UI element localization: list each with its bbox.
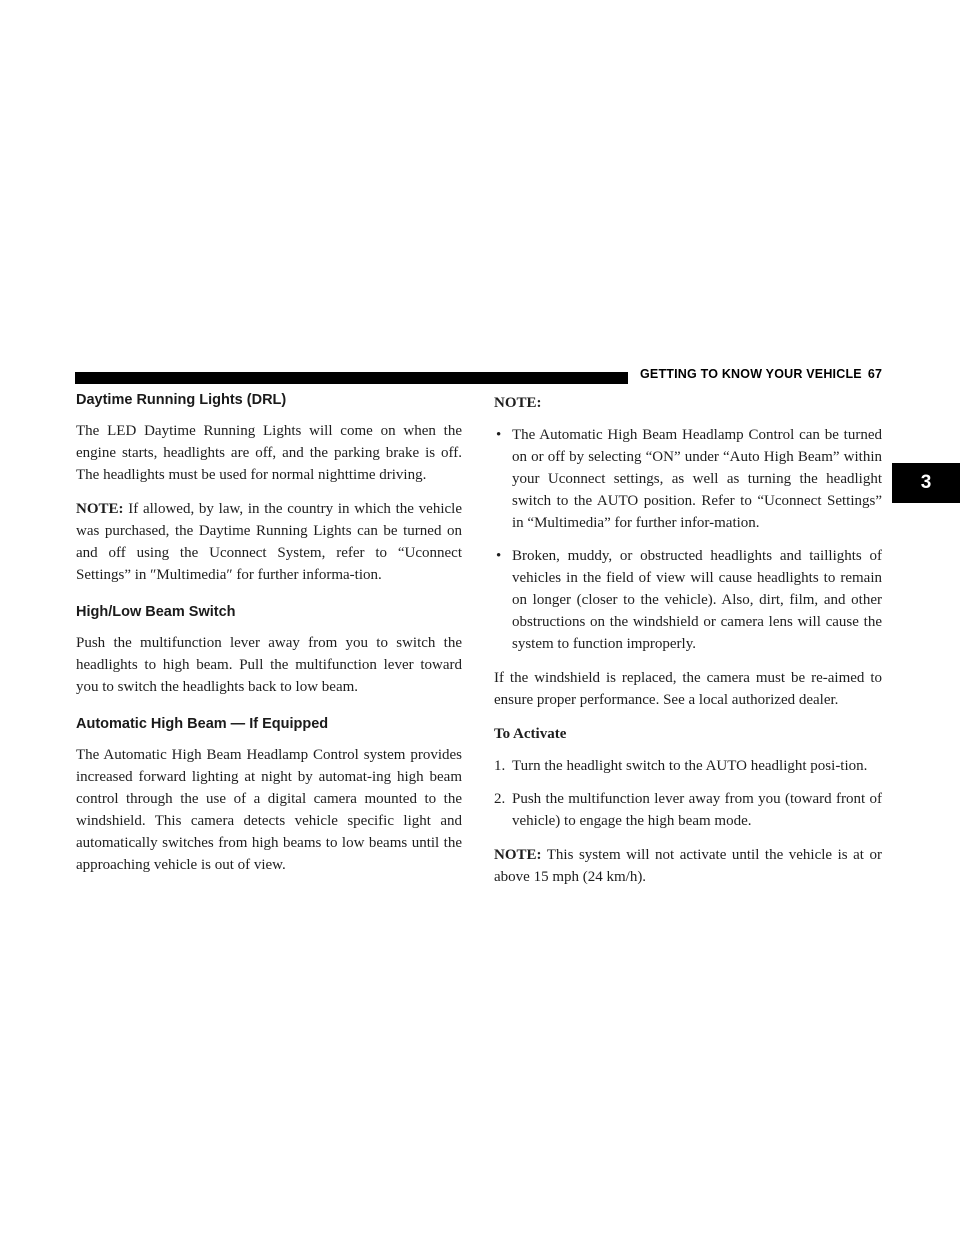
note-text: If allowed, by law, in the country in which the vehicle was purchased, the Daytime Running Lights can be turned on and off using the Uconnect System, refer to “Uconnect Settings” in ″Multimedia″ for further informa-tion. bbox=[76, 501, 462, 583]
list-item: 2. Push the multifunction lever away from you (toward front of vehicle) to engage the high beam mode. bbox=[494, 788, 882, 832]
note-text: This system will not activate until the vehicle is at or above 15 mph (24 km/h). bbox=[494, 847, 882, 885]
drl-note bbox=[76, 498, 462, 586]
windshield-paragraph: If the windshield is replaced, the camera must be re-aimed to ensure proper performance. See a local authorized dealer. bbox=[494, 670, 882, 708]
bullet-icon: • bbox=[496, 548, 502, 564]
running-header bbox=[640, 367, 882, 381]
list-item: • Broken, muddy, or obstructed headlights and taillights of vehicles in the field of view will cause headlights to remain on longer (closer to the vehicle). Also, dirt, film, and other obstructions on the windshield or camera lens will cause the system to function improperly. bbox=[494, 545, 882, 655]
step-number: 1. bbox=[494, 758, 506, 774]
list-item: 1. Turn the headlight switch to the AUTO headlight posi-tion. bbox=[494, 755, 882, 777]
high-low-heading: High/Low Beam Switch bbox=[76, 604, 236, 620]
activate-steps bbox=[494, 755, 882, 832]
right-column bbox=[494, 392, 882, 900]
page-number: 67 bbox=[867, 367, 883, 381]
left-column bbox=[76, 392, 462, 888]
note-label: NOTE: bbox=[76, 501, 124, 517]
auto-high-beam-paragraph: The Automatic High Beam Headlamp Control system provides increased forward lighting at night by automat-ing high beam control through the use of a digital camera mounted to the windshield. This camera detects vehicle specific light and automatically switches from high beams to low beams until the approaching vehicle is out of view. bbox=[76, 747, 462, 873]
bullet-icon: • bbox=[496, 427, 502, 443]
step-number: 2. bbox=[494, 791, 506, 807]
note-bullet-list bbox=[494, 424, 882, 655]
auto-high-beam-heading: Automatic High Beam — If Equipped bbox=[76, 716, 329, 732]
note-heading: NOTE: bbox=[494, 395, 542, 411]
note-label: NOTE: bbox=[494, 847, 542, 863]
chapter-tab: 3 bbox=[892, 463, 960, 503]
activate-heading: To Activate bbox=[494, 726, 567, 742]
section-title: GETTING TO KNOW YOUR VEHICLE bbox=[640, 367, 862, 381]
final-note bbox=[494, 844, 882, 888]
drl-heading: Daytime Running Lights (DRL) bbox=[76, 392, 287, 408]
drl-paragraph: The LED Daytime Running Lights will come on when the engine starts, headlights are off, and the parking brake is off. The headlights must be used for normal nighttime driving. bbox=[76, 423, 462, 483]
header-bar bbox=[75, 372, 628, 384]
high-low-paragraph: Push the multifunction lever away from you to switch the headlights to high beam. Pull the multifunction lever toward you to switch the headlights back to low beam. bbox=[76, 635, 462, 695]
list-item: • The Automatic High Beam Headlamp Control can be turned on or off by selecting “ON” under “Auto High Beam” within your Uconnect settings, as well as turning the headlight switch to the AUTO position. Refer to “Uconnect Settings” in “Multimedia” for further infor-mation. bbox=[494, 424, 882, 534]
